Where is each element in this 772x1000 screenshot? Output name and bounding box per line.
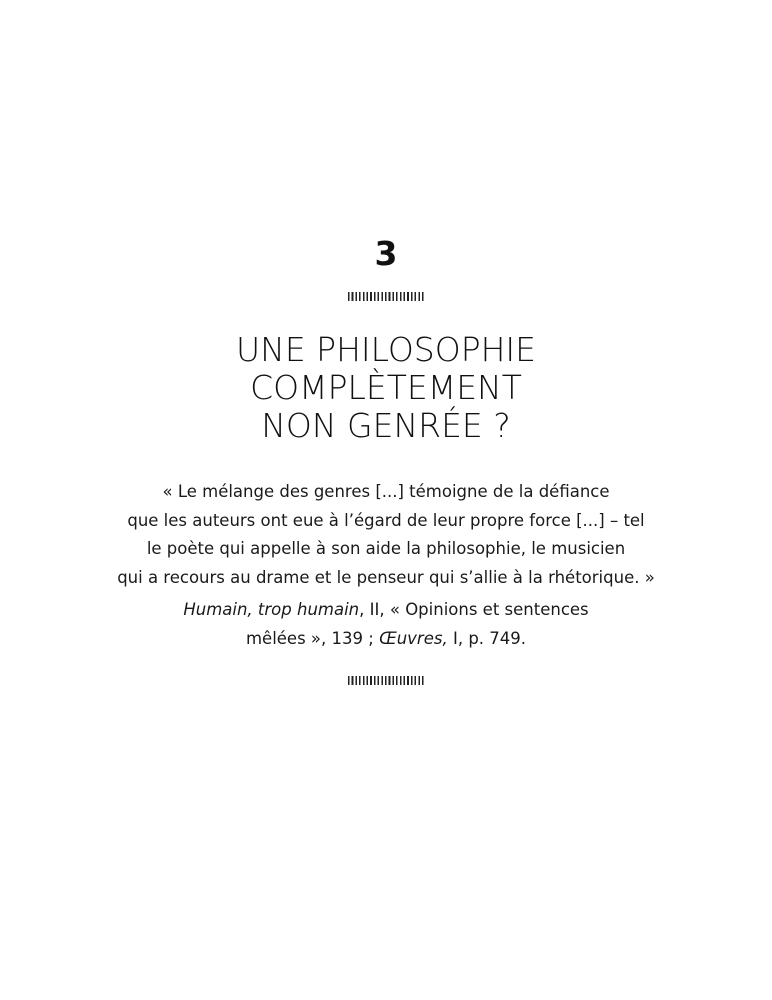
chapter-number: 3: [374, 234, 398, 273]
chapter-title: [0, 331, 772, 445]
source-line-2: [0, 624, 772, 653]
source-part: , II, « Opinions et sentences: [359, 600, 589, 619]
source-collection: Œuvres,: [379, 629, 448, 648]
chapter-title-line-2: COMPLÈTEMENT: [250, 368, 522, 407]
chapter-title-line-3: NON GENRÉE ?: [261, 406, 511, 445]
epigraph-source: [0, 595, 772, 653]
chapter-title-line-1: UNE PHILOSOPHIE: [235, 330, 537, 369]
epigraph-line-2: que les auteurs ont eue à l’égard de leur propre force [...] – tel: [127, 510, 645, 530]
source-line-1: [0, 595, 772, 624]
ornament-divider-bottom: [348, 676, 424, 685]
source-line2-end: I, p. 749.: [447, 629, 527, 648]
epigraph-line-1: « Le mélange des genres [...] témoigne de la défiance: [162, 482, 610, 501]
ornament-divider-top: [348, 292, 424, 301]
source-line2-start: mêlées », 139 ;: [245, 629, 380, 648]
epigraph-line-4: qui a recours au drame et le penseur qui s’allie à la rhétorique. »: [117, 567, 655, 587]
epigraph-quote: [0, 478, 772, 592]
epigraph-line-3: le poète qui appelle à son aide la philosophie, le musicien: [146, 539, 626, 558]
source-work-title: Humain, trop humain: [183, 600, 360, 619]
